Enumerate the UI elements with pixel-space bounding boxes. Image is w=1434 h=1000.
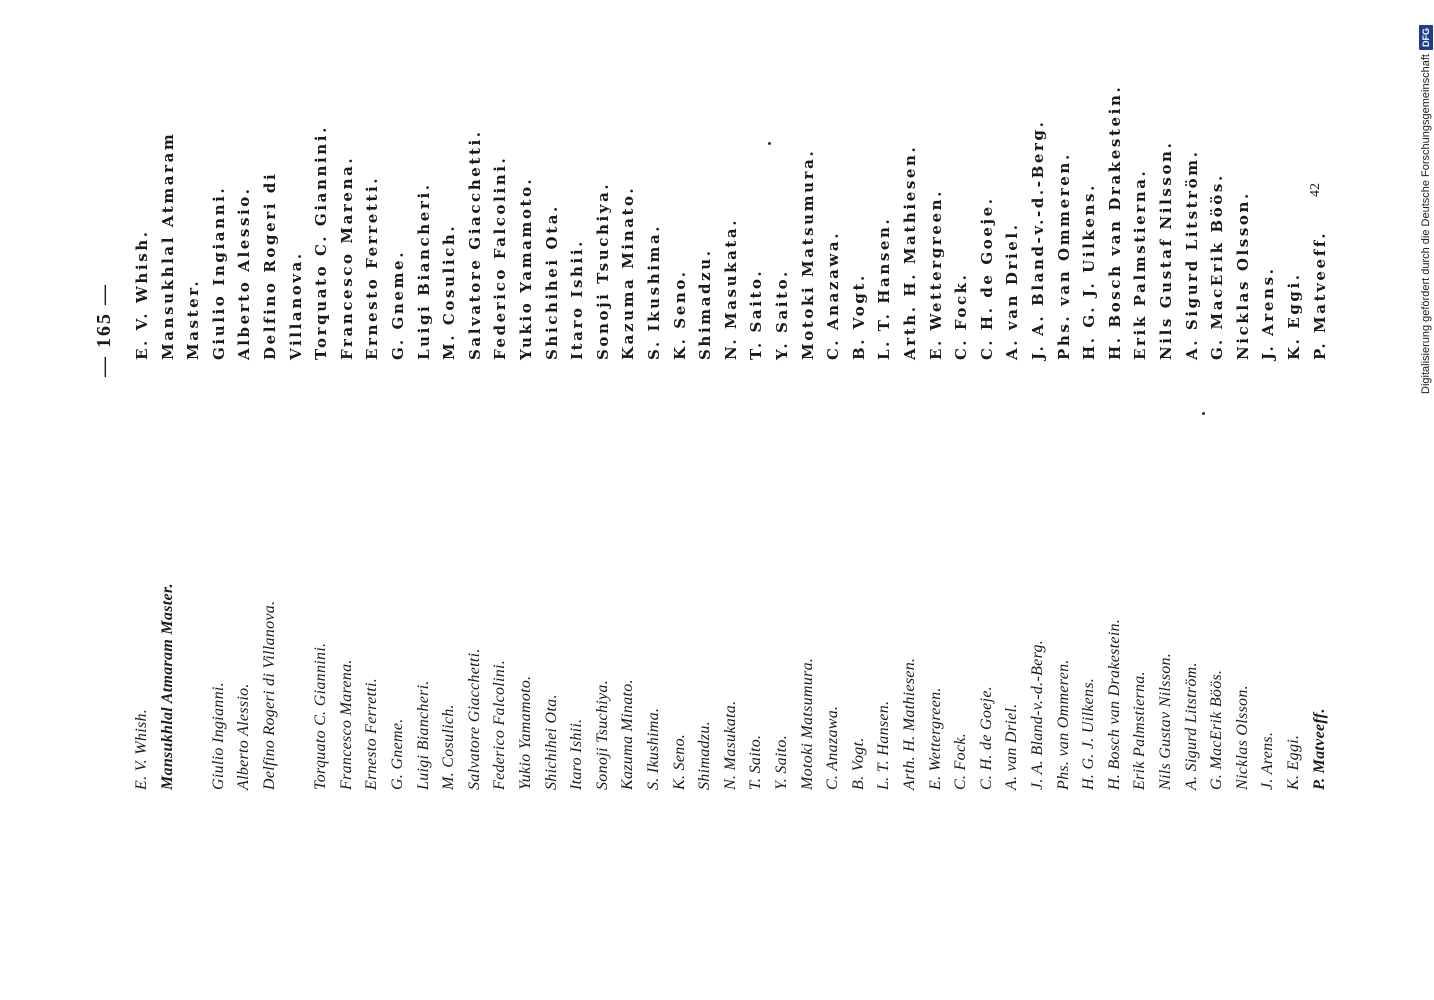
name-line: S. Ikushima. bbox=[645, 223, 663, 360]
name-line: Erik Palmstierna. bbox=[1131, 671, 1149, 790]
name-line: C. Anazawa. bbox=[824, 705, 842, 790]
name-line: Master. bbox=[184, 278, 203, 360]
dfg-notice-text: Digitalisierung gefördert durch die Deutsche Forschungsgemeinschaft bbox=[1420, 54, 1432, 394]
name-line: Motoki Matsumura. bbox=[798, 148, 817, 360]
name-line: H. G. J. Uilkens. bbox=[1080, 677, 1098, 790]
name-line: C. Fock. bbox=[952, 272, 971, 360]
name-line: L. T. Hansen. bbox=[875, 216, 894, 360]
name-line: J. A. Bland-v.-d.-Berg. bbox=[1029, 639, 1046, 790]
name-line: Sonoji Tsuchiya. bbox=[593, 181, 612, 360]
name-line: Itaro Ishii. bbox=[568, 718, 586, 790]
name-line: K. Seno. bbox=[670, 269, 689, 360]
name-line: S. Ikushima. bbox=[645, 707, 662, 790]
name-line: Delfino Rogeri di Villanova. bbox=[261, 600, 278, 790]
name-line: Mansukhlal Atmaram bbox=[158, 131, 177, 360]
name-line: Arth. H. Mathiesen. bbox=[901, 657, 918, 790]
name-line: Yukio Yamamoto. bbox=[517, 675, 534, 790]
name-line: G. MacErik Böös. bbox=[1208, 173, 1227, 360]
name-line: H. G. J. Uilkens. bbox=[1080, 183, 1099, 360]
name-line: C. Fock. bbox=[952, 732, 970, 790]
name-line: K. Seno. bbox=[670, 733, 688, 790]
name-line: Sonoji Tsuchiya. bbox=[593, 680, 611, 790]
name-line: Arth. H. Mathiesen. bbox=[901, 144, 919, 360]
name-line: Salvatore Giacchetti. bbox=[465, 648, 483, 790]
name-line: H. Bosch van Drakestein. bbox=[1105, 618, 1123, 790]
print-speck bbox=[768, 142, 771, 145]
name-line: Giulio Ingianni. bbox=[209, 185, 228, 360]
name-line: Shimadzu. bbox=[696, 248, 715, 360]
name-line: Shichihei Ota. bbox=[542, 204, 561, 360]
name-line: J. Arens. bbox=[1259, 266, 1278, 360]
name-line: Torquato C. Giannini. bbox=[312, 125, 331, 360]
name-line: A. van Driel. bbox=[1003, 222, 1022, 360]
name-line: J. Arens. bbox=[1259, 731, 1277, 790]
name-line: Shimadzu. bbox=[696, 721, 714, 790]
name-line: E. Wettergreen. bbox=[926, 189, 945, 360]
name-line: Nicklas Olsson. bbox=[1233, 685, 1251, 790]
name-line: K. Eggi. bbox=[1285, 734, 1302, 790]
name-line: Francesco Marena. bbox=[337, 155, 356, 360]
name-line: B. Vogt. bbox=[849, 273, 868, 360]
name-line: E. Wettergreen. bbox=[926, 687, 944, 790]
name-line: Ernesto Ferretti. bbox=[363, 677, 381, 790]
name-line: Mansukhlal Atmaram Master. bbox=[158, 583, 176, 790]
dfg-logo: DFG bbox=[1419, 25, 1433, 50]
name-line: Kazuma Minato. bbox=[619, 679, 637, 790]
name-line: E. V. Whish. bbox=[133, 708, 150, 790]
name-line: Erik Palmstierna. bbox=[1131, 168, 1150, 360]
name-line: L. T. Hansen. bbox=[875, 700, 893, 790]
name-line: Giulio Ingianni. bbox=[209, 682, 227, 790]
name-line: J. A. Bland-v.-d.-Berg. bbox=[1029, 119, 1047, 360]
name-line: Federico Falcolini. bbox=[491, 659, 509, 790]
name-line: A. van Driel. bbox=[1003, 703, 1021, 790]
name-line: Federico Falcolini. bbox=[491, 155, 510, 360]
name-line: P. Matveeff. bbox=[1310, 708, 1328, 790]
name-line: N. Masukata. bbox=[721, 217, 740, 360]
name-line: Itaro Ishii. bbox=[568, 239, 587, 360]
name-line: C. Anazawa. bbox=[824, 230, 843, 360]
name-line: Shichihei Ota. bbox=[542, 694, 560, 790]
signature-mark: 42 bbox=[1308, 183, 1323, 197]
name-line: Motoki Matsumura. bbox=[798, 657, 816, 790]
name-line: A. Sigurd Litström. bbox=[1182, 149, 1201, 360]
name-line: G. Gneme. bbox=[389, 249, 407, 360]
name-line: K. Eggi. bbox=[1285, 272, 1303, 360]
name-line: P. Matveeff. bbox=[1310, 230, 1329, 360]
name-line: Ernesto Ferretti. bbox=[363, 175, 382, 360]
name-line: Phs. van Ommeren. bbox=[1054, 152, 1073, 360]
name-line: Y. Saito. bbox=[773, 269, 791, 360]
name-line: Nils Gustaf Nilsson. bbox=[1157, 140, 1175, 360]
name-line: Nils Gustav Nilsson. bbox=[1157, 652, 1174, 790]
name-line: Y. Saito. bbox=[773, 734, 790, 790]
name-line: Torquato C. Giannini. bbox=[312, 642, 330, 790]
name-line: Yukio Yamamoto. bbox=[517, 176, 535, 360]
name-line: Alberto Alessio. bbox=[235, 186, 254, 360]
name-line: Francesco Marena. bbox=[337, 659, 355, 790]
name-line: Luigi Biancheri. bbox=[414, 182, 433, 360]
name-line: Nicklas Olsson. bbox=[1233, 191, 1252, 360]
name-line: M. Cosulich. bbox=[440, 223, 459, 360]
name-line: B. Vogt. bbox=[849, 737, 867, 790]
name-line: T. Saito. bbox=[747, 734, 765, 790]
name-line: Salvatore Giacchetti. bbox=[465, 129, 484, 360]
name-line: Delfino Rogeri di bbox=[261, 171, 279, 360]
name-line: M. Cosulich. bbox=[440, 704, 458, 790]
name-line: N. Masukata. bbox=[721, 700, 739, 790]
name-line: G. Gneme. bbox=[389, 718, 406, 790]
name-line: E. V. Whish. bbox=[133, 229, 151, 360]
name-line: Kazuma Minato. bbox=[619, 185, 638, 360]
name-line: Luigi Biancheri. bbox=[414, 680, 432, 790]
name-line: Villanova. bbox=[286, 251, 305, 360]
name-line: Alberto Alessio. bbox=[235, 683, 253, 790]
name-line: Phs. van Ommeren. bbox=[1054, 659, 1072, 790]
name-line: T. Saito. bbox=[747, 268, 766, 360]
dfg-notice bbox=[1418, 6, 1434, 394]
name-line: C. H. de Goeje. bbox=[977, 196, 996, 360]
page-number: — 165 — bbox=[93, 283, 115, 377]
print-speck bbox=[1202, 412, 1205, 415]
name-line: C. H. de Goeje. bbox=[977, 685, 995, 790]
name-line: A. Sigurd Litström. bbox=[1182, 662, 1200, 790]
name-line: G. MacErik Böös. bbox=[1208, 669, 1226, 790]
name-line: H. Bosch van Drakestein. bbox=[1105, 84, 1124, 360]
